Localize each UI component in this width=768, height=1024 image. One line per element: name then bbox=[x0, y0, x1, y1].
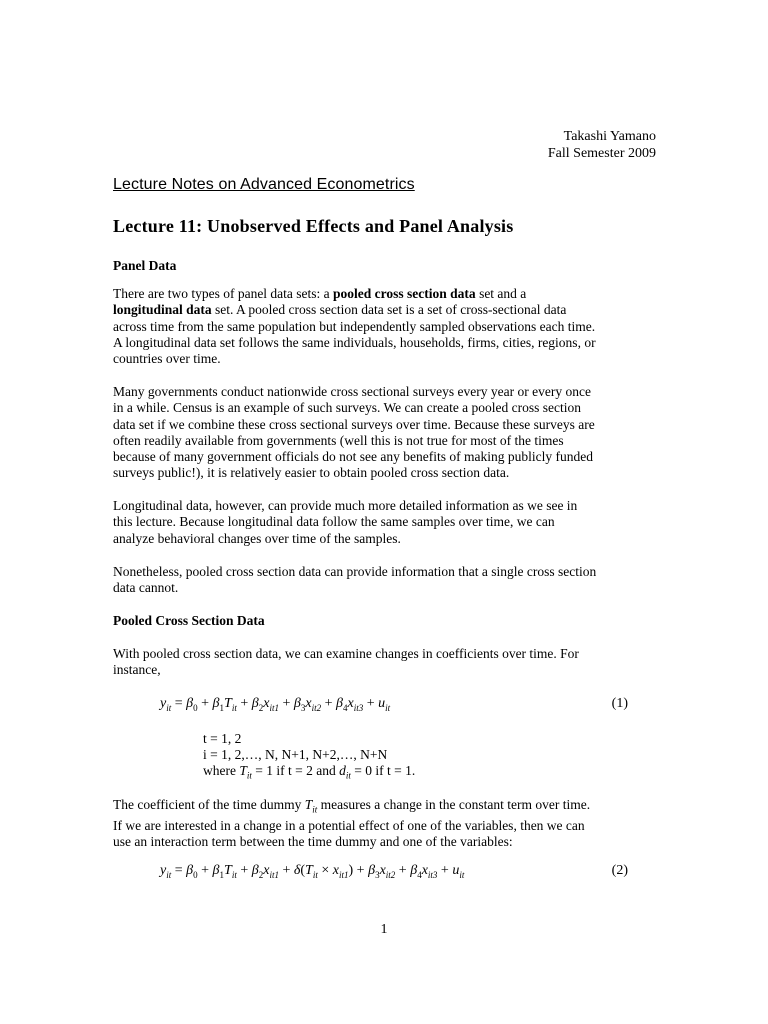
author-block bbox=[548, 128, 656, 162]
text-line: If we are interested in a change in a potential effect of one of the variables, then we can bbox=[113, 817, 585, 833]
text-line: instance, bbox=[113, 662, 161, 678]
text-line: Nonetheless, pooled cross section data can provide information that a single cross section bbox=[113, 564, 597, 579]
equation-1-number: (1) bbox=[611, 696, 628, 711]
text-line: across time from the same population but independently sampled observations each time. bbox=[113, 318, 596, 334]
text-run: where bbox=[203, 763, 240, 778]
text-line: in a while. Census is an example of such surveys. We can create a pooled cross section bbox=[113, 400, 582, 416]
text-run: set. A pooled cross section data set is a set of cross-sectional data bbox=[211, 302, 567, 318]
text-line: data set if we combine these cross sectional surveys over time. Because these surveys are bbox=[113, 416, 595, 432]
text-run: measures a change in the constant term over time. bbox=[317, 797, 591, 812]
definition-i: i = 1, 2,…, N, N+1, N+2,…, N+N bbox=[203, 747, 388, 762]
section-heading-pooled: Pooled Cross Section Data bbox=[113, 613, 265, 628]
paragraph-pooled-intro bbox=[113, 646, 658, 679]
equation-2: $y_{it} = \beta_0 + \beta_1T_{it} + \beta_2x_{it1} + \delta(T_{it} \times x_{it1}) + \beta_3x_{it2} + \beta_4x_{it3} + u_{it}$ bbox=[160, 863, 465, 880]
definition-where: where $T_{it} = 1$ if t = 2 and $d_{it} = 0$ if t = 1. bbox=[203, 763, 416, 781]
text-line: analyze behavioral changes over time of the samples. bbox=[113, 530, 401, 546]
text-line: this lecture. Because longitudinal data follow the same samples over time, we can bbox=[113, 514, 555, 530]
text-line: With pooled cross section data, we can examine changes in coefficients over time. For bbox=[113, 646, 579, 661]
equation-1-definitions bbox=[203, 731, 415, 784]
section-heading-panel-data: Panel Data bbox=[113, 258, 177, 273]
author-term: Fall Semester 2009 bbox=[547, 146, 656, 161]
paragraph-panel-types bbox=[113, 286, 658, 367]
text-run: = 0 if t = 1. bbox=[350, 763, 416, 778]
text-line: Longitudinal data, however, can provide much more detailed information as we see in bbox=[113, 498, 578, 513]
text-run: There are two types of panel data sets: a bbox=[113, 286, 334, 301]
text-line: surveys public!), it is relatively easier to obtain pooled cross section data. bbox=[113, 465, 510, 481]
text-line: Many governments conduct nationwide cross sectional surveys every year or every once bbox=[113, 384, 591, 399]
text-run: The coefficient of the time dummy bbox=[113, 797, 305, 812]
text-run: = 1 if t = 2 and bbox=[251, 763, 340, 778]
equation-2-number: (2) bbox=[611, 863, 628, 878]
text-line: data cannot. bbox=[113, 580, 179, 596]
bold-term: longitudinal data bbox=[113, 302, 212, 318]
text-line: often readily available from governments (well this is not true for most of the times bbox=[113, 432, 564, 448]
definition-t: t = 1, 2 bbox=[203, 731, 242, 746]
paragraph-nonetheless bbox=[113, 564, 658, 597]
text-line: use an interaction term between the time dummy and one of the variables: bbox=[113, 834, 513, 850]
paragraph-longitudinal bbox=[113, 498, 658, 547]
page-number: 1 bbox=[380, 922, 388, 937]
equation-1: $y_{it} = \beta_0 + \beta_1T_{it} + \beta_2x_{it1} + \beta_3x_{it2} + \beta_4x_{it3} + u_{it}$ bbox=[160, 696, 391, 713]
author-name: Takashi Yamano bbox=[563, 129, 656, 144]
lecture-title: Lecture 11: Unobserved Effects and Panel Analysis bbox=[113, 216, 514, 236]
text-line: A longitudinal data set follows the same individuals, households, firms, cities, regions, or bbox=[113, 334, 596, 350]
paragraph-governments bbox=[113, 384, 658, 482]
course-title: Lecture Notes on Advanced Econometrics bbox=[113, 176, 415, 193]
text-run: set and a bbox=[475, 286, 527, 301]
text-line: because of many government officials do not see any benefits of making publicly funded bbox=[113, 449, 593, 465]
text-line: countries over time. bbox=[113, 351, 221, 367]
bold-term: pooled cross section data bbox=[333, 286, 476, 301]
paragraph-time-dummy: The coefficient of the time dummy $T_{it}$ measures a change in the constant term over time. If we are interested in a change in a potential effect of one of the variables, then we can use an interaction term between the time dummy and one of the variables: bbox=[113, 797, 658, 851]
